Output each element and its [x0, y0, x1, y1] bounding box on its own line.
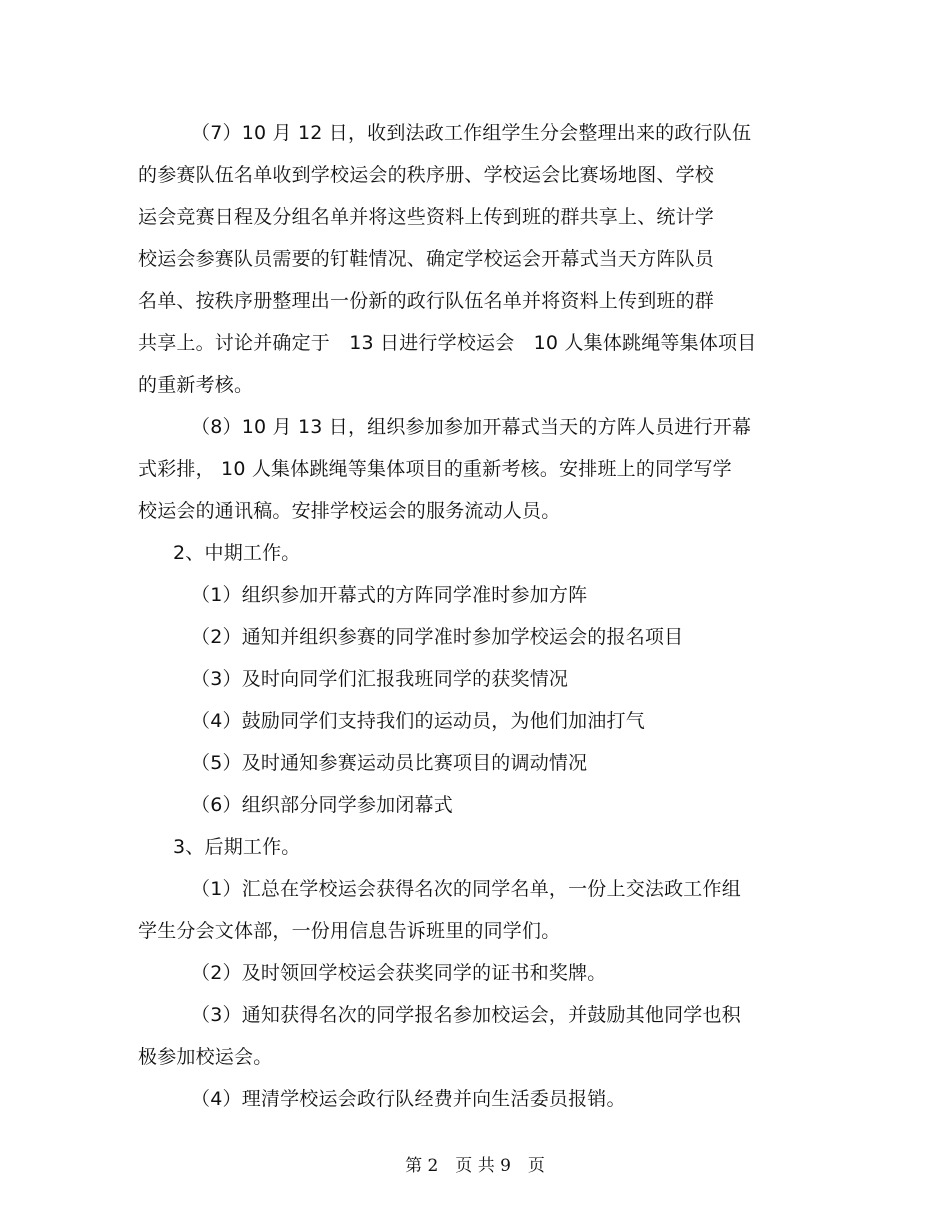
paragraph-line: 学生分会文体部，一份用信息告诉班里的同学们。 [138, 920, 561, 942]
paragraph-line: 式彩排， 10 人集体跳绳等集体项目的重新考核。安排班上的同学写学 [138, 458, 732, 480]
paragraph-line: 校运会的通讯稿。安排学校运会的服务流动人员。 [138, 500, 561, 522]
list-item: （1）组织参加开幕式的方阵同学准时参加方阵 [191, 584, 588, 606]
paragraph-line: 的参赛队伍名单收到学校运会的秩序册、学校运会比赛场地图、学校 [138, 164, 715, 186]
paragraph-line: 运会竞赛日程及分组名单并将这些资料上传到班的群共享上、统计学 [138, 206, 715, 228]
paragraph-line: （1）汇总在学校运会获得名次的同学名单，一份上交法政工作组 [191, 878, 741, 900]
paragraph-line: （7）10 月 12 日，收到法政工作组学生分会整理出来的政行队伍 [191, 122, 752, 144]
paragraph-line: （4）理清学校运会政行队经费并向生活委员报销。 [191, 1088, 626, 1110]
list-item: （3）及时向同学们汇报我班同学的获奖情况 [191, 668, 569, 690]
list-item: （6）组织部分同学参加闭幕式 [191, 794, 453, 816]
paragraph-line: 的重新考核。 [138, 374, 254, 396]
paragraph-line: （3）通知获得名次的同学报名参加校运会，并鼓励其他同学也积 [191, 1004, 741, 1026]
document-body [138, 112, 788, 1120]
list-item: （5）及时通知参赛运动员比赛项目的调动情况 [191, 752, 588, 774]
paragraph-line: 名单、按秩序册整理出一份新的政行队伍名单并将资料上传到班的群 [138, 290, 715, 312]
paragraph-line: 极参加校运会。 [138, 1046, 273, 1068]
list-item: （4）鼓励同学们支持我们的运动员，为他们加油打气 [191, 710, 645, 732]
paragraph-line: 共享上。讨论并确定于 13 日进行学校运会 10 人集体跳绳等集体项目 [138, 332, 757, 354]
page-number-footer: 第 2 页 共 9 页 [405, 1156, 545, 1176]
section-heading: 2、中期工作。 [173, 542, 301, 564]
section-heading: 3、后期工作。 [173, 836, 301, 858]
paragraph-line: 校运会参赛队员需要的钉鞋情况、确定学校运会开幕式当天方阵队员 [138, 248, 715, 270]
paragraph-line: （2）及时领回学校运会获奖同学的证书和奖牌。 [191, 962, 607, 984]
paragraph-line: （8）10 月 13 日，组织参加参加开幕式当天的方阵人员进行开幕 [191, 416, 752, 438]
list-item: （2）通知并组织参赛的同学准时参加学校运会的报名项目 [191, 626, 684, 648]
